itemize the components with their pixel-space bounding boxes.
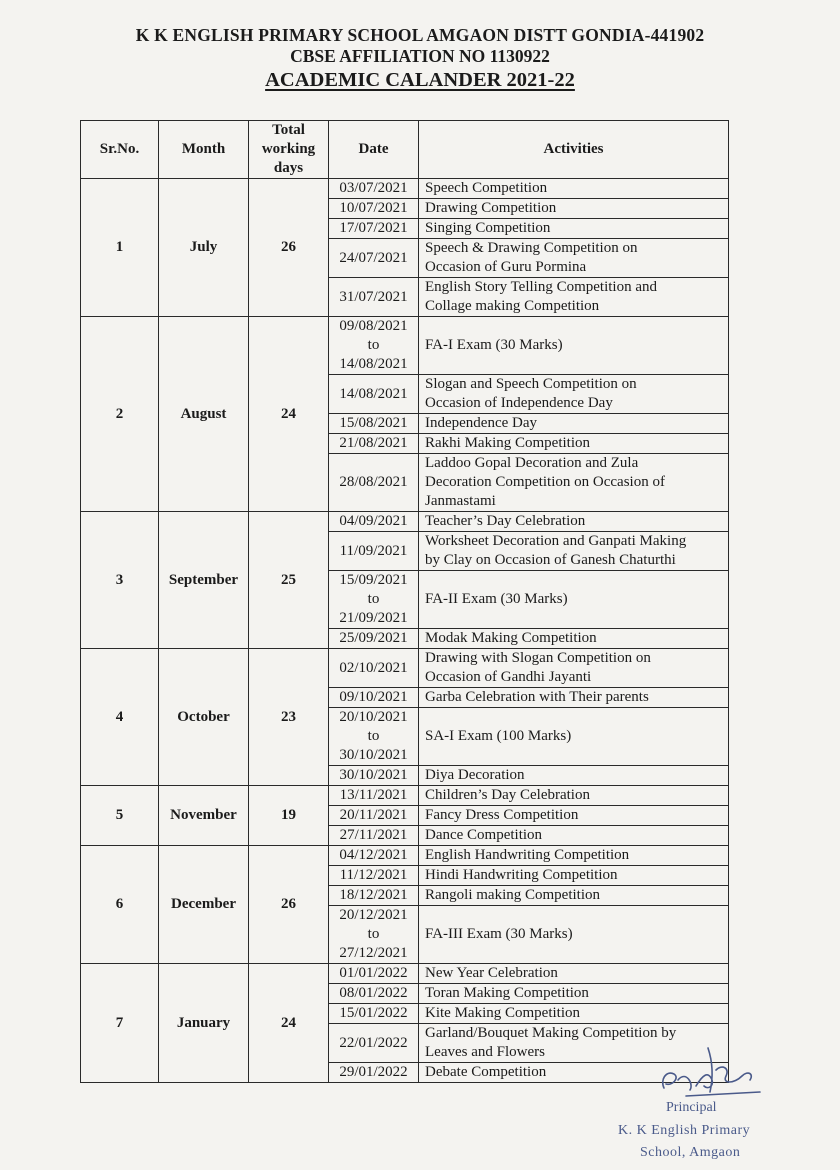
date-cell (329, 219, 419, 239)
serial-number-cell: 1 (81, 179, 159, 317)
date-cell (329, 649, 419, 688)
month-cell: January (159, 964, 249, 1083)
date-text: 21/09/2021 (339, 610, 408, 626)
date-cell (329, 278, 419, 317)
date-text: 11/12/2021 (339, 867, 408, 883)
working-days-cell: 24 (249, 964, 329, 1083)
activity-text: Independence Day (425, 415, 538, 431)
month-cell: October (159, 649, 249, 786)
activity-cell (419, 317, 729, 375)
activity-cell (419, 906, 729, 964)
date-text: 25/09/2021 (339, 630, 408, 646)
activity-cell (419, 454, 729, 512)
activity-text: Hindi Handwriting Competition (425, 867, 618, 883)
date-text: to (367, 926, 380, 942)
date-text: 17/07/2021 (339, 220, 408, 236)
working-days-cell: 23 (249, 649, 329, 786)
table-row (81, 512, 729, 532)
activity-text: New Year Celebration (425, 965, 558, 981)
date-text: 24/07/2021 (339, 249, 408, 266)
activity-text: Speech & Drawing Competition on (425, 240, 638, 256)
date-text: 02/10/2021 (339, 659, 408, 676)
date-cell (329, 786, 419, 806)
working-days-cell: 26 (249, 846, 329, 964)
date-text: 31/07/2021 (339, 288, 408, 305)
serial-number-cell: 7 (81, 964, 159, 1083)
activity-text: Garland/Bouquet Making Competition by (425, 1025, 677, 1041)
activity-text: Worksheet Decoration and Ganpati Making (425, 533, 687, 549)
activity-text: FA-III Exam (30 Marks) (425, 926, 573, 942)
date-text: 04/12/2021 (339, 847, 408, 863)
activity-text: Speech Competition (425, 180, 548, 196)
activity-text: Toran Making Competition (425, 985, 589, 1001)
activity-cell (419, 434, 729, 454)
activity-text: Children’s Day Celebration (425, 787, 590, 803)
activity-cell (419, 826, 729, 846)
activity-text: Occasion of Independence Day (425, 395, 613, 411)
date-cell (329, 414, 419, 434)
date-cell (329, 1004, 419, 1024)
activity-cell (419, 219, 729, 239)
working-days-cell: 26 (249, 179, 329, 317)
header-line: working (261, 141, 316, 157)
date-cell (329, 179, 419, 199)
activity-text: FA-II Exam (30 Marks) (425, 591, 568, 607)
activity-text: English Handwriting Competition (425, 847, 630, 863)
working-days-cell: 25 (249, 512, 329, 649)
academic-calendar-table (80, 120, 729, 1083)
stamp-title: Principal (666, 1100, 717, 1115)
activity-text: Garba Celebration with Their parents (425, 689, 649, 705)
activity-cell (419, 786, 729, 806)
working-days-cell: 19 (249, 786, 329, 846)
activity-cell (419, 766, 729, 786)
activity-cell (419, 629, 729, 649)
activity-cell (419, 512, 729, 532)
serial-number-cell: 5 (81, 786, 159, 846)
date-cell (329, 964, 419, 984)
activity-text: Debate Competition (425, 1064, 547, 1080)
column-header-sr: Sr.No. (81, 121, 159, 179)
activity-text: Decoration Competition on Occasion of (425, 474, 665, 490)
activity-text: Collage making Competition (425, 298, 600, 314)
table-row (81, 964, 729, 984)
date-text: 15/08/2021 (339, 415, 408, 431)
date-cell (329, 375, 419, 414)
date-text: 21/08/2021 (339, 435, 408, 451)
date-text: 30/10/2021 (339, 747, 408, 763)
date-text: 03/07/2021 (339, 180, 408, 196)
table-row (81, 179, 729, 199)
date-text: 22/01/2022 (339, 1034, 408, 1051)
date-cell (329, 766, 419, 786)
activity-text: Modak Making Competition (425, 630, 597, 646)
activity-text: Teacher’s Day Celebration (425, 513, 586, 529)
date-text: 09/08/2021 (339, 318, 408, 334)
date-text: 27/12/2021 (339, 945, 408, 961)
table-row (81, 786, 729, 806)
column-header-month: Month (159, 121, 249, 179)
activity-text: SA-I Exam (100 Marks) (425, 728, 572, 744)
month-cell: August (159, 317, 249, 512)
principal-signature-stamp (606, 1040, 796, 1165)
activity-cell (419, 414, 729, 434)
date-text: 11/09/2021 (339, 542, 408, 559)
date-cell (329, 984, 419, 1004)
activity-cell (419, 649, 729, 688)
date-text: 08/01/2022 (339, 985, 408, 1001)
activity-text: Rangoli making Competition (425, 887, 600, 903)
month-cell: September (159, 512, 249, 649)
activity-cell (419, 886, 729, 906)
stamp-line: K. K English Primary (618, 1123, 751, 1138)
date-text: to (367, 728, 380, 744)
date-cell (329, 317, 419, 375)
activity-text: Laddoo Gopal Decoration and Zula (425, 455, 639, 471)
activity-cell (419, 964, 729, 984)
activity-text: Drawing with Slogan Competition on (425, 650, 651, 666)
date-text: 04/09/2021 (339, 513, 408, 529)
serial-number-cell: 2 (81, 317, 159, 512)
date-cell (329, 434, 419, 454)
affiliation-number: CBSE AFFILIATION NO 1130922 (290, 46, 550, 66)
activity-text: FA-I Exam (30 Marks) (425, 337, 563, 353)
activity-cell (419, 199, 729, 219)
column-header-activities: Activities (419, 121, 729, 179)
date-text: 30/10/2021 (339, 767, 408, 783)
date-cell (329, 512, 419, 532)
table-row (81, 649, 729, 688)
date-text: 13/11/2021 (339, 787, 408, 803)
date-cell (329, 454, 419, 512)
school-name: K K ENGLISH PRIMARY SCHOOL AMGAON DISTT GONDIA-441902 (135, 25, 705, 45)
serial-number-cell: 4 (81, 649, 159, 786)
activity-text: by Clay on Occasion of Ganesh Chaturthi (425, 552, 676, 568)
activity-text: Dance Competition (425, 827, 543, 843)
date-cell (329, 239, 419, 278)
date-text: 20/12/2021 (339, 907, 408, 923)
date-cell (329, 846, 419, 866)
activity-cell (419, 571, 729, 629)
signature-scrawl (650, 1040, 770, 1102)
date-cell (329, 1024, 419, 1063)
date-cell (329, 532, 419, 571)
activity-text: Slogan and Speech Competition on (425, 376, 637, 392)
activity-cell (419, 179, 729, 199)
activity-cell (419, 866, 729, 886)
date-cell (329, 571, 419, 629)
date-text: 20/10/2021 (339, 709, 408, 725)
activity-text: English Story Telling Competition and (425, 279, 658, 295)
activity-cell (419, 532, 729, 571)
table-row (81, 317, 729, 375)
date-text: 01/01/2022 (339, 965, 408, 981)
date-cell (329, 1063, 419, 1083)
header-line: Total (272, 122, 305, 138)
month-cell: July (159, 179, 249, 317)
date-text: 20/11/2021 (339, 807, 408, 823)
activity-text: Diya Decoration (425, 767, 525, 783)
date-cell (329, 806, 419, 826)
date-text: 29/01/2022 (339, 1064, 408, 1080)
date-cell (329, 906, 419, 964)
date-text: 15/01/2022 (339, 1005, 408, 1021)
date-text: 10/07/2021 (339, 200, 408, 216)
activity-text: Fancy Dress Competition (425, 807, 579, 823)
working-days-cell: 24 (249, 317, 329, 512)
activity-cell (419, 278, 729, 317)
column-header-date: Date (329, 121, 419, 179)
header-line: days (273, 160, 304, 176)
activity-cell (419, 688, 729, 708)
date-text: 14/08/2021 (339, 356, 408, 372)
activity-cell (419, 708, 729, 766)
date-text: 18/12/2021 (339, 887, 408, 903)
calendar-title: ACADEMIC CALANDER 2021-22 (265, 69, 575, 91)
activity-text: Occasion of Guru Pormina (425, 259, 587, 275)
date-cell (329, 886, 419, 906)
activity-cell (419, 375, 729, 414)
month-cell: November (159, 786, 249, 846)
date-cell (329, 826, 419, 846)
activity-text: Rakhi Making Competition (425, 435, 590, 451)
serial-number-cell: 3 (81, 512, 159, 649)
date-text: to (367, 337, 380, 353)
column-header-working-days (249, 121, 329, 179)
month-cell: December (159, 846, 249, 964)
activity-text: Janmastami (425, 493, 496, 509)
activity-text: Kite Making Competition (425, 1005, 580, 1021)
activity-cell (419, 1004, 729, 1024)
activity-cell (419, 846, 729, 866)
date-text: 14/08/2021 (339, 385, 408, 402)
date-text: 09/10/2021 (339, 689, 408, 705)
activity-cell (419, 239, 729, 278)
activity-text: Drawing Competition (425, 200, 557, 216)
date-text: 27/11/2021 (339, 827, 408, 843)
date-cell (329, 688, 419, 708)
table-row (81, 846, 729, 866)
date-cell (329, 199, 419, 219)
activity-cell (419, 984, 729, 1004)
date-cell (329, 866, 419, 886)
stamp-line: School, Amgaon (640, 1145, 741, 1160)
date-cell (329, 708, 419, 766)
document-header (0, 24, 840, 93)
activity-text: Singing Competition (425, 220, 551, 236)
activity-cell (419, 806, 729, 826)
date-text: 15/09/2021 (339, 572, 408, 588)
date-text: 28/08/2021 (339, 474, 408, 490)
serial-number-cell: 6 (81, 846, 159, 964)
date-text: to (367, 591, 380, 607)
activity-text: Occasion of Gandhi Jayanti (425, 669, 592, 685)
date-cell (329, 629, 419, 649)
activity-text: Leaves and Flowers (425, 1044, 545, 1060)
